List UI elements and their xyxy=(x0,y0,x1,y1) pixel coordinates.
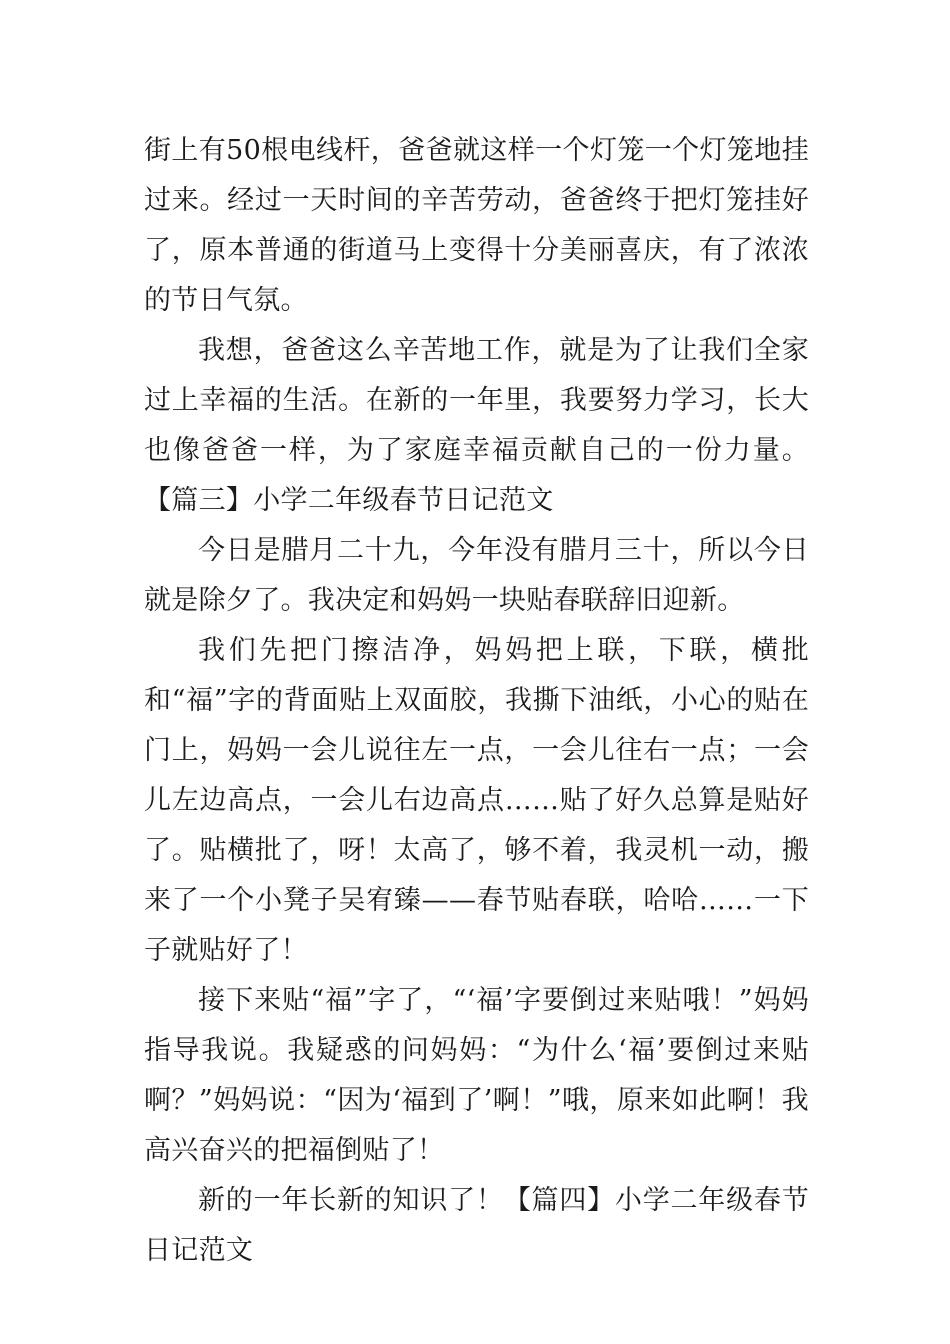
paragraph-4: 我们先把门擦洁净，妈妈把上联，下联，横批和“福”字的背面贴上双面胶，我撕下油纸，小心的贴在门上，妈妈一会儿说往左一点，一会儿往右一点；一会儿左边高点，一会儿右边高点……贴了好久总算是贴好了。贴横批了，呀！太高了，够不着，我灵机一动，搬来了一个小凳子吴宥臻——春节贴春联，哈哈……一下子就贴好了！ xyxy=(144,635,809,966)
paragraph-3: 今日是腊月二十九，今年没有腊月三十，所以今日就是除夕了。我决定和妈妈一块贴春联辞旧迎新。 xyxy=(144,535,809,616)
document-body xyxy=(144,126,809,1276)
paragraph-1: 街上有50根电线杆，爸爸就这样一个灯笼一个灯笼地挂过来。经过一天时间的辛苦劳动，爸爸终于把灯笼挂好了，原本普通的街道马上变得十分美丽喜庆，有了浓浓的节日气氛。 xyxy=(144,135,809,316)
paragraph-2: 我想，爸爸这么辛苦地工作，就是为了让我们全家过上幸福的生活。在新的一年里，我要努力学习，长大也像爸爸一样，为了家庭幸福贡献自己的一份力量。【篇三】小学二年级春节日记范文 xyxy=(144,335,809,516)
paragraph-5: 接下来贴“福”字了，“‘福’字要倒过来贴哦！”妈妈指导我说。我疑惑的问妈妈：“为什么‘福’要倒过来贴啊？”妈妈说：“因为‘福到了’啊！”哦，原来如此啊！我高兴奋兴的把福倒贴了！ xyxy=(144,985,809,1166)
paragraph-6: 新的一年长新的知识了！【篇四】小学二年级春节日记范文 xyxy=(144,1185,809,1266)
